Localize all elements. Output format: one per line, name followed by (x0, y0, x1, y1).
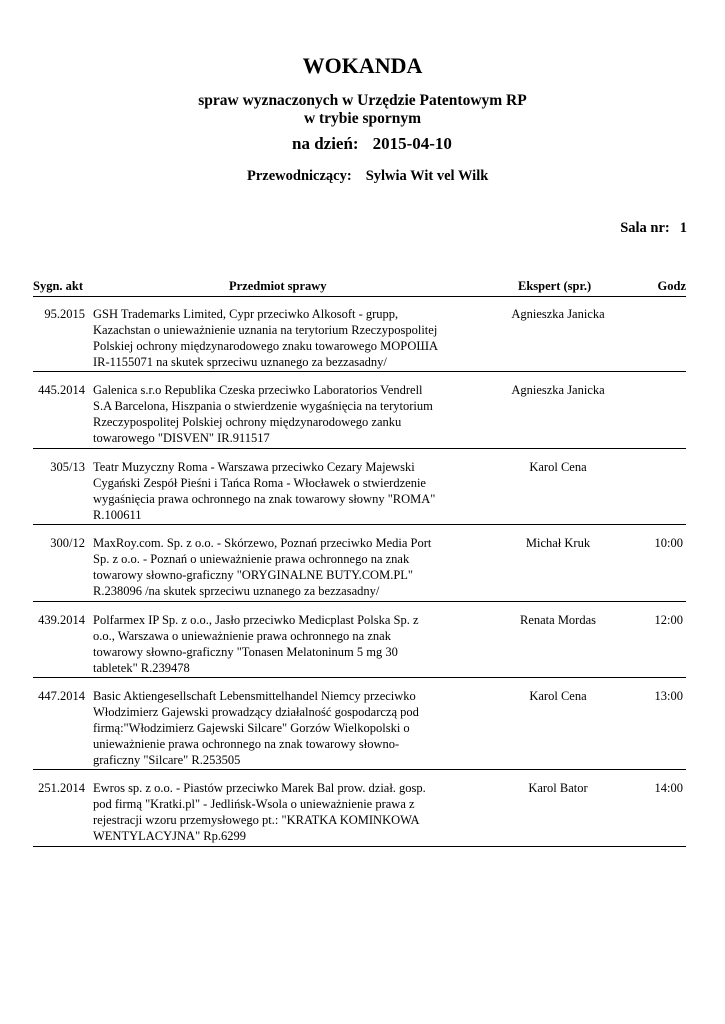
case-subject-line: towarowego "DISVEN" IR.911517 (93, 431, 270, 445)
case-subject-line: MaxRoy.com. Sp. z o.o. - Skórzewo, Poznań przeciwko Media Port (93, 536, 432, 550)
case-subject-line: S.A Barcelona, Hiszpania o stwierdzenie wygaśnięcia na terytorium (93, 399, 433, 413)
case-subject-line: Rzeczypospolitej Polskiej ochrony międzynarodowego zanku (93, 415, 402, 429)
case-number: 95.2015 (44, 307, 85, 321)
case-subject (93, 612, 468, 676)
case-subject-line: towarowy słowno-graficzny "Tonasen Melatoninum 5 mg 30 (93, 645, 398, 659)
case-subject-line: WENTYLACYJNA" Rp.6299 (93, 829, 247, 843)
case-number: 439.2014 (38, 613, 85, 627)
date-value: 2015-04-10 (372, 134, 452, 153)
case-number: 251.2014 (38, 781, 85, 795)
column-header-sygn: Sygn. akt (33, 279, 84, 293)
row-divider (33, 524, 686, 525)
case-subject-line: Włodzimierz Gajewski prowadzący działalność gospodarczą pod (93, 705, 419, 719)
row-divider (33, 846, 686, 847)
room-value: 1 (679, 220, 687, 236)
case-expert: Karol Cena (529, 689, 587, 703)
case-subject-line: IR-1155071 na skutek sprzeciwu uznanego za bezzasadny/ (93, 355, 387, 369)
case-number: 305/13 (50, 460, 85, 474)
subtitle-line-2: w trybie spornym (303, 110, 422, 127)
room-number (620, 220, 687, 237)
case-subject (93, 780, 468, 844)
case-number: 447.2014 (38, 689, 85, 703)
subtitle-line-1: spraw wyznaczonych w Urzędzie Patentowym RP (198, 92, 527, 109)
case-expert: Agnieszka Janicka (511, 307, 605, 321)
case-subject-line: rejestracji wzoru przemysłowego pt.: "KRATKA KOMINKOWA (93, 813, 420, 827)
row-divider (33, 601, 686, 602)
case-expert: Renata Mordas (519, 613, 597, 627)
case-expert: Karol Bator (528, 781, 588, 795)
case-expert: Michał Kruk (525, 536, 591, 550)
case-time: 10:00 (654, 536, 683, 550)
row-divider (33, 769, 686, 770)
case-subject-line: unieważnienie prawa ochronnego na znak towarowy słowno- (93, 737, 400, 751)
date-label: na dzień: (292, 134, 359, 153)
case-subject-line: Kazachstan o unieważnienie uznania na terytorium Rzeczypospolitej (93, 323, 438, 337)
column-header-przedmiot: Przedmiot sprawy (229, 279, 327, 293)
case-subject-line: tabletek" R.239478 (93, 661, 190, 675)
case-time: 14:00 (654, 781, 683, 795)
room-label: Sala nr: (620, 220, 670, 236)
case-subject-line: R.100611 (93, 508, 142, 522)
case-subject-line: GSH Trademarks Limited, Cypr przeciwko Alkosoft - grupp, (93, 307, 399, 321)
chair-label: Przewodniczący: (247, 168, 352, 184)
session-date (292, 134, 452, 154)
page-subtitle (0, 92, 725, 128)
case-subject-line: Cygański Zespół Pieśni i Tańca Roma - Włocławek o stwierdzenie (93, 476, 426, 490)
column-header-ekspert: Ekspert (spr.) (518, 279, 592, 293)
case-subject (93, 382, 468, 446)
case-subject (93, 306, 468, 370)
case-time: 13:00 (654, 689, 683, 703)
case-subject-line: Ewros sp. z o.o. - Piastów przeciwko Marek Bal prow. dział. gosp. (93, 781, 426, 795)
case-subject-line: Galenica s.r.o Republika Czeska przeciwko Laboratorios Vendrell (93, 383, 423, 397)
case-subject-line: pod firmą "Kratki.pl" - Jedlińsk-Wsola o unieważnienie prawa z (93, 797, 415, 811)
chairperson (247, 168, 488, 185)
case-subject-line: graficzny "Silcare" R.253505 (93, 753, 241, 767)
case-number: 445.2014 (38, 383, 85, 397)
case-subject-line: Teatr Muzyczny Roma - Warszawa przeciwko Cezary Majewski (93, 460, 415, 474)
case-expert: Agnieszka Janicka (511, 383, 605, 397)
case-subject-line: R.238096 /na skutek sprzeciwu uznanego za bezzasadny/ (93, 584, 380, 598)
case-subject (93, 459, 468, 523)
row-divider (33, 677, 686, 678)
case-subject-line: Basic Aktiengesellschaft Lebensmittelhandel Niemcy przeciwko (93, 689, 416, 703)
case-subject-line: firmą:"Włodzimierz Gajewski Silcare" Gorzów Wielkopolski o (93, 721, 410, 735)
header-divider (33, 296, 686, 297)
row-divider (33, 448, 686, 449)
case-subject-line: Polskiej ochrony międzynarodowego znaku towarowego МОРОША (93, 339, 438, 353)
case-number: 300/12 (50, 536, 85, 550)
case-subject (93, 535, 468, 599)
case-subject-line: Sp. z o.o. - Poznań o unieważnienie prawa ochronnego na znak (93, 552, 410, 566)
chair-value: Sylwia Wit vel Wilk (365, 168, 489, 184)
row-divider (33, 371, 686, 372)
case-expert: Karol Cena (529, 460, 587, 474)
case-subject-line: o.o., Warszawa o unieważnienie prawa ochronnego na znak (93, 629, 391, 643)
case-time: 12:00 (654, 613, 683, 627)
table-header (33, 279, 686, 295)
case-subject-line: wygaśnięcia prawa ochronnego na znak towarowy słowny "ROMA" (93, 492, 436, 506)
case-subject (93, 688, 468, 768)
page-title: WOKANDA (302, 53, 423, 78)
case-subject-line: towarowy słowno-graficzny "ORYGINALNE BUTY.COM.PL" (93, 568, 414, 582)
case-subject-line: Polfarmex IP Sp. z o.o., Jasło przeciwko Medicplast Polska Sp. z (93, 613, 419, 627)
column-header-godz: Godz (657, 279, 686, 293)
